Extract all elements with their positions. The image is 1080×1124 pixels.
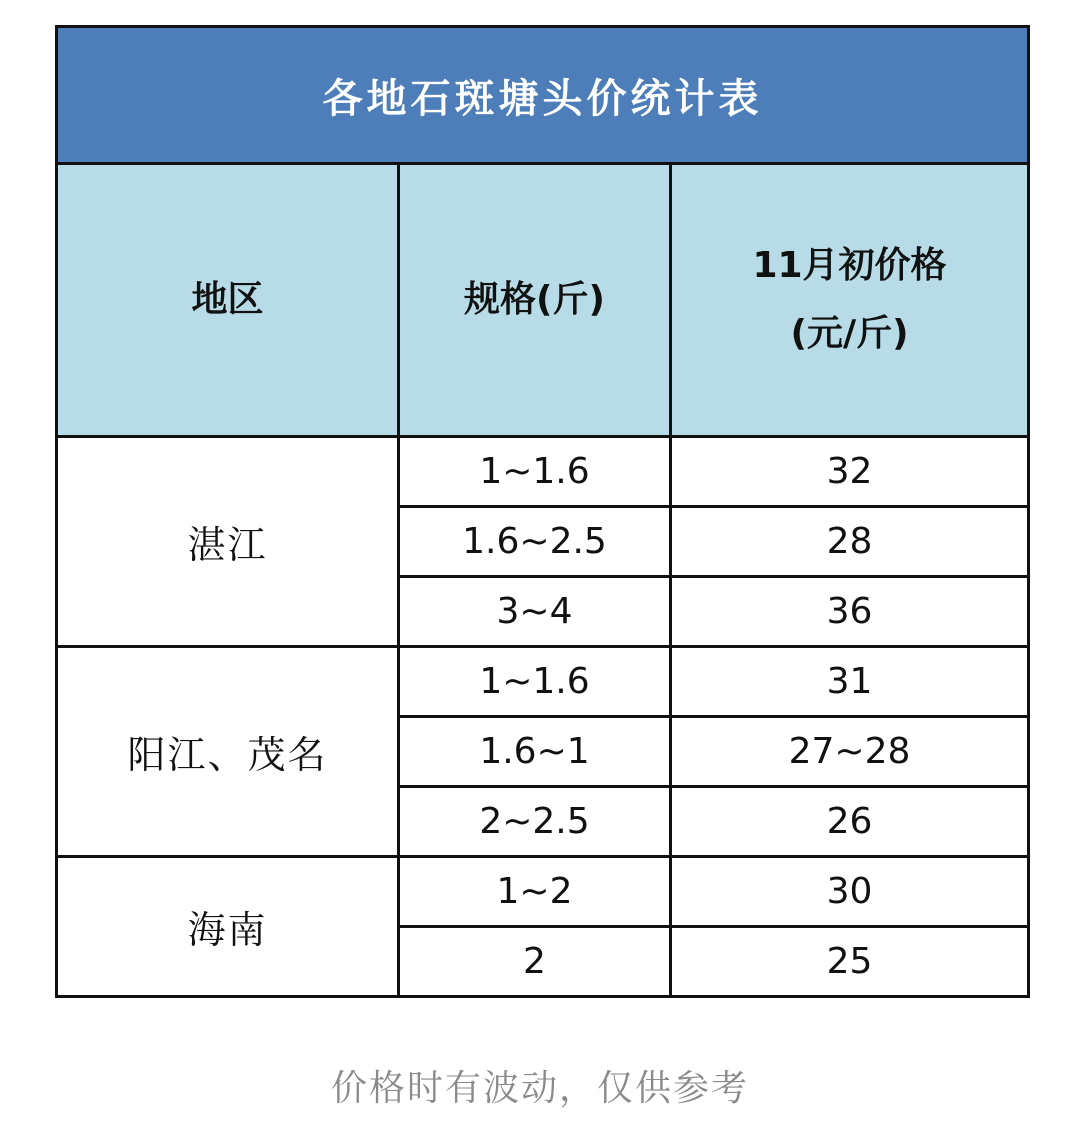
table-row	[57, 857, 1029, 927]
header-price-line1: 11月初价格	[752, 245, 947, 286]
title-row	[57, 27, 1029, 164]
price-cell: 30	[671, 857, 1029, 927]
price-cell: 27~28	[671, 717, 1029, 787]
spec-cell: 1.6~1	[399, 717, 671, 787]
price-cell: 36	[671, 577, 1029, 647]
spec-cell: 3~4	[399, 577, 671, 647]
region-cell-zhanjiang: 湛江	[57, 437, 399, 647]
table-title: 各地石斑塘头价统计表	[57, 27, 1029, 164]
price-cell: 28	[671, 507, 1029, 577]
spec-cell: 2	[399, 927, 671, 997]
spec-cell: 1~2	[399, 857, 671, 927]
region-cell-yangjiang-maoming: 阳江、茂名	[57, 647, 399, 857]
price-cell: 26	[671, 787, 1029, 857]
header-price-line2: (元/斤)	[790, 313, 909, 354]
spec-cell: 2~2.5	[399, 787, 671, 857]
header-region: 地区	[57, 164, 399, 437]
price-table-container	[55, 25, 1027, 998]
spec-cell: 1~1.6	[399, 647, 671, 717]
header-price	[671, 164, 1029, 437]
price-table	[55, 25, 1030, 998]
table-row	[57, 437, 1029, 507]
price-cell: 31	[671, 647, 1029, 717]
table-row	[57, 647, 1029, 717]
price-cell: 25	[671, 927, 1029, 997]
header-spec: 规格(斤)	[399, 164, 671, 437]
region-cell-hainan: 海南	[57, 857, 399, 997]
spec-cell: 1.6~2.5	[399, 507, 671, 577]
price-cell: 32	[671, 437, 1029, 507]
footer-note: 价格时有波动，仅供参考	[330, 1068, 749, 1109]
spec-cell: 1~1.6	[399, 437, 671, 507]
header-row	[57, 164, 1029, 437]
